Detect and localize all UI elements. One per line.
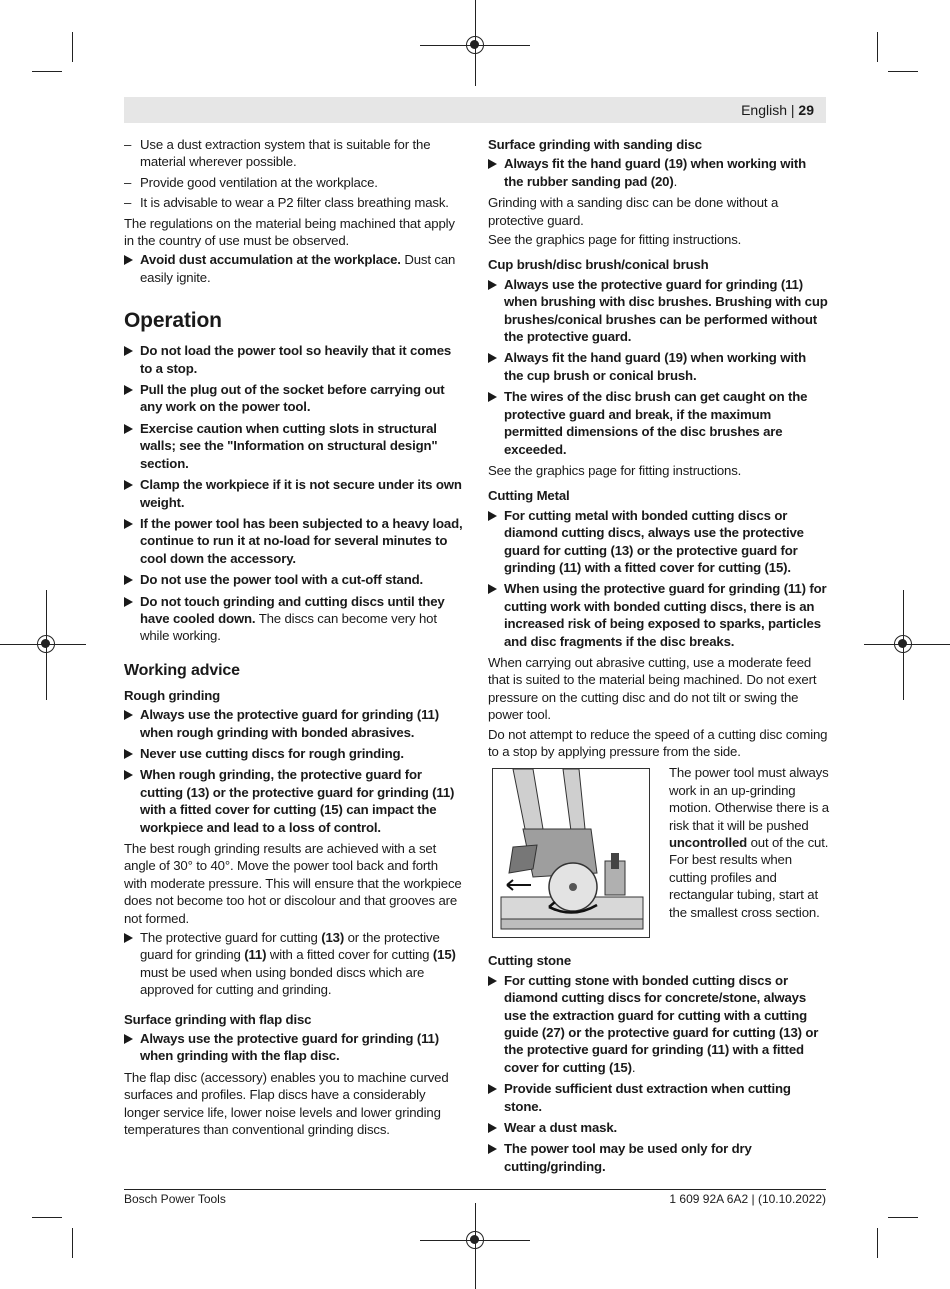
dash-item: – It is advisable to wear a P2 filter class breathing mask. — [124, 194, 464, 211]
bullet-item — [124, 342, 464, 377]
note-text: must be used when using bonded discs which are approved for cutting and grinding. — [140, 964, 425, 998]
crop-mark — [877, 32, 878, 62]
bullet-text: Always use the protective guard for grinding (11) when rough grinding with bonded abrasives. — [140, 707, 439, 740]
topic-title: Surface grinding with flap disc — [124, 1011, 312, 1027]
bullet-text: The wires of the disc brush can get caught on the protective guard and break, if the maximum permitted dimensions of the disc brushes are exceeded. — [504, 389, 808, 457]
cutting-illustration — [492, 768, 650, 938]
bullet-arrow-icon — [488, 392, 497, 402]
bullet-text: Always use the protective guard for grinding (11) when brushing with disc brushes. Brushing with cup brushes/conical brushes can be performed without the protective guard. — [504, 276, 828, 345]
topic-title: Cutting stone — [488, 953, 572, 969]
bullet-item — [124, 766, 464, 836]
paragraph: The regulations on the material being machined that apply in the country of use must be observed. — [124, 215, 455, 249]
bullet-text: Pull the plug out of the socket before carrying out any work on the power tool. — [140, 382, 445, 415]
dash-item: – Provide good ventilation at the workplace. — [124, 174, 464, 191]
crop-mark — [72, 32, 73, 62]
bullet-arrow-icon — [488, 353, 497, 363]
bullet-text: Always use the protective guard for grinding (11) when grinding with the flap disc. — [140, 1031, 439, 1064]
caption-text: The power tool must always work in an up-grinding motion. Otherwise there is a risk that it will be pushed — [669, 765, 829, 833]
bullet-item — [124, 251, 464, 286]
note-ref: (11) — [244, 947, 267, 963]
bullet-arrow-icon — [124, 933, 133, 943]
bullet-arrow-icon — [488, 1084, 497, 1094]
bullet-item — [124, 929, 464, 999]
paragraph: When carrying out abrasive cutting, use a moderate feed that is suited to the material being machined. Do not exert pressure on the cutting disc and do not tilt or swing the power tool. — [488, 654, 817, 723]
bullet-arrow-icon — [124, 346, 133, 356]
crop-mark — [877, 1228, 878, 1258]
crop-mark — [888, 1217, 918, 1218]
bullet-item — [488, 507, 828, 577]
bullet-arrow-icon — [124, 710, 133, 720]
bullet-text: Do not use the power tool with a cut-off stand. — [140, 572, 424, 588]
paragraph: Grinding with a sanding disc can be done without a protective guard. — [488, 195, 779, 228]
topic-title: Surface grinding with sanding disc — [488, 137, 702, 152]
registration-mark-icon — [894, 635, 912, 653]
bullet-text: When rough grinding, the protective guard for cutting (13) or the protective guard for grinding (11) with a fitted cover for cutting (15) can impact the workpiece and lead to a loss of control. — [140, 767, 455, 835]
bullet-item — [488, 580, 828, 650]
section-title: Operation — [124, 309, 222, 333]
bullet-bold-text: For cutting stone with bonded cutting discs or diamond cutting discs for concrete/stone, always use the extraction guard for cutting with a cutting guide (27) or the protective guard for cutting (13) or the protective guard for grinding (11) with a fitted cover for cutting (15) — [504, 972, 819, 1075]
bullet-item — [488, 349, 828, 384]
cutting-illustration-svg — [493, 769, 649, 937]
bullet-item — [488, 972, 828, 1076]
bullet-item — [488, 388, 828, 458]
bullet-text: . — [631, 1059, 636, 1075]
bullet-text: Dust can easily ignite. — [140, 252, 456, 285]
crop-mark — [888, 71, 918, 72]
bullet-bold-text: Do not touch grinding and cutting discs until they have cooled down. — [140, 593, 445, 626]
bullet-arrow-icon — [124, 424, 133, 434]
header-language: English — [741, 102, 787, 118]
bullet-arrow-icon — [488, 280, 497, 290]
subsection-title: Working advice — [124, 661, 240, 679]
bullet-item — [124, 381, 464, 416]
header-label: English | 29 — [741, 102, 814, 118]
registration-mark-icon — [37, 635, 55, 653]
bullet-item — [124, 706, 464, 741]
bullet-arrow-icon — [488, 976, 497, 986]
caption-text: out of the cut. For best results when cutting profiles and rectangular tubing, start at the smallest cross section. — [669, 835, 829, 920]
footer-brand: Bosch Power Tools — [124, 1192, 226, 1206]
bullet-item — [488, 276, 828, 346]
registration-mark-icon — [466, 36, 484, 54]
bullet-arrow-icon — [488, 159, 497, 169]
paragraph: The flap disc (accessory) enables you to machine curved surfaces and profiles. Flap discs have a considerably longer service life, lower noise levels and lower grinding temperatures than conventional grinding discs. — [124, 1069, 449, 1138]
bullet-item — [488, 1119, 828, 1136]
bullet-text: Always fit the hand guard (19) when working with the cup brush or conical brush. — [504, 350, 806, 383]
bullet-text: Provide sufficient dust extraction when cutting stone. — [504, 1081, 791, 1114]
crop-mark — [32, 71, 62, 72]
page-number: 29 — [798, 102, 814, 118]
bullet-item — [124, 745, 464, 762]
right-column — [488, 136, 828, 1179]
paragraph: Do not attempt to reduce the speed of a cutting disc coming to a stop by applying pressure from the side. — [488, 726, 828, 759]
bullet-item — [124, 515, 464, 567]
footer-doc-id: 1 609 92A 6A2 | (10.10.2022) — [669, 1192, 826, 1206]
bullet-arrow-icon — [124, 597, 133, 607]
bullet-text: The power tool may be used only for dry cutting/grinding. — [504, 1141, 752, 1174]
bullet-text: . — [673, 173, 678, 189]
paragraph: See the graphics page for fitting instructions. — [488, 462, 742, 478]
topic-title: Rough grinding — [124, 687, 221, 703]
bullet-arrow-icon — [124, 770, 133, 780]
bullet-text: If the power tool has been subjected to a heavy load, continue to run it at no-load for several minutes to cool down the accessory. — [140, 515, 463, 566]
note-ref: (13) — [321, 930, 345, 946]
caption-bold: uncontrolled — [669, 835, 748, 851]
left-column — [124, 136, 464, 1141]
note-text: The protective guard for cutting — [140, 930, 322, 946]
bullet-arrow-icon — [124, 519, 133, 529]
bullet-item — [488, 155, 828, 190]
bullet-item — [488, 1140, 828, 1175]
figure-block — [488, 764, 828, 946]
bullet-text: Never use cutting discs for rough grinding. — [140, 745, 404, 761]
bullet-item — [124, 1030, 464, 1065]
bullet-arrow-icon — [124, 749, 133, 759]
bullet-arrow-icon — [124, 480, 133, 490]
bullet-arrow-icon — [488, 1144, 497, 1154]
bullet-item — [124, 593, 464, 645]
paragraph: See the graphics page for fitting instructions. — [488, 232, 742, 248]
paragraph: The best rough grinding results are achieved with a set angle of 30° to 40°. Move the power tool back and forth with moderate pressure. This will ensure that the workpiece does not become too hot or discolour and that grooves are not formed. — [124, 841, 462, 926]
bullet-arrow-icon — [124, 255, 133, 265]
crop-mark — [72, 1228, 73, 1258]
bullet-text: Wear a dust mask. — [504, 1120, 618, 1136]
note-text: with a fitted cover for cutting — [266, 947, 433, 963]
bullet-arrow-icon — [124, 575, 133, 585]
topic-title: Cutting Metal — [488, 488, 570, 504]
bullet-text: For cutting metal with bonded cutting discs or diamond cutting discs, always use the protective guard for cutting (13) or the protective guard for grinding (11) with a fitted cover for cutting (15). — [504, 507, 804, 575]
note-text: or the protective guard for grinding — [140, 930, 440, 963]
bullet-text: The discs can become very hot while working. — [140, 610, 437, 644]
bullet-arrow-icon — [124, 385, 133, 395]
figure-caption — [669, 764, 829, 921]
bullet-arrow-icon — [488, 584, 497, 594]
note-ref: (15) — [432, 947, 456, 963]
bullet-arrow-icon — [124, 1034, 133, 1044]
bullet-text: Exercise caution when cutting slots in structural walls; see the "Information on structural design" section. — [140, 420, 438, 471]
bullet-text: Clamp the workpiece if it is not secure under its own weight. — [140, 477, 462, 510]
bullet-item — [124, 571, 464, 588]
bullet-bold-text: Avoid dust accumulation at the workplace. — [140, 252, 401, 268]
bullet-item — [488, 1080, 828, 1115]
dash-item: – Use a dust extraction system that is suitable for the material wherever possible. — [124, 136, 464, 171]
topic-title: Cup brush/disc brush/conical brush — [488, 257, 709, 273]
bullet-bold-text: Always fit the hand guard (19) when working with the rubber sanding pad (20) — [504, 156, 806, 189]
footer-rule — [124, 1189, 826, 1190]
crop-mark — [32, 1217, 62, 1218]
bullet-item — [124, 476, 464, 511]
page-header — [124, 97, 826, 123]
bullet-arrow-icon — [488, 1123, 497, 1133]
registration-mark-icon — [466, 1231, 484, 1249]
bullet-text: When using the protective guard for grinding (11) for cutting work with bonded cutting discs, there is an increased risk of being exposed to sparks, particles and disc fragments if the disc breaks. — [504, 581, 827, 649]
bullet-text: Do not load the power tool so heavily that it comes to a stop. — [140, 343, 452, 376]
bullet-arrow-icon — [488, 511, 497, 521]
bullet-item — [124, 420, 464, 472]
